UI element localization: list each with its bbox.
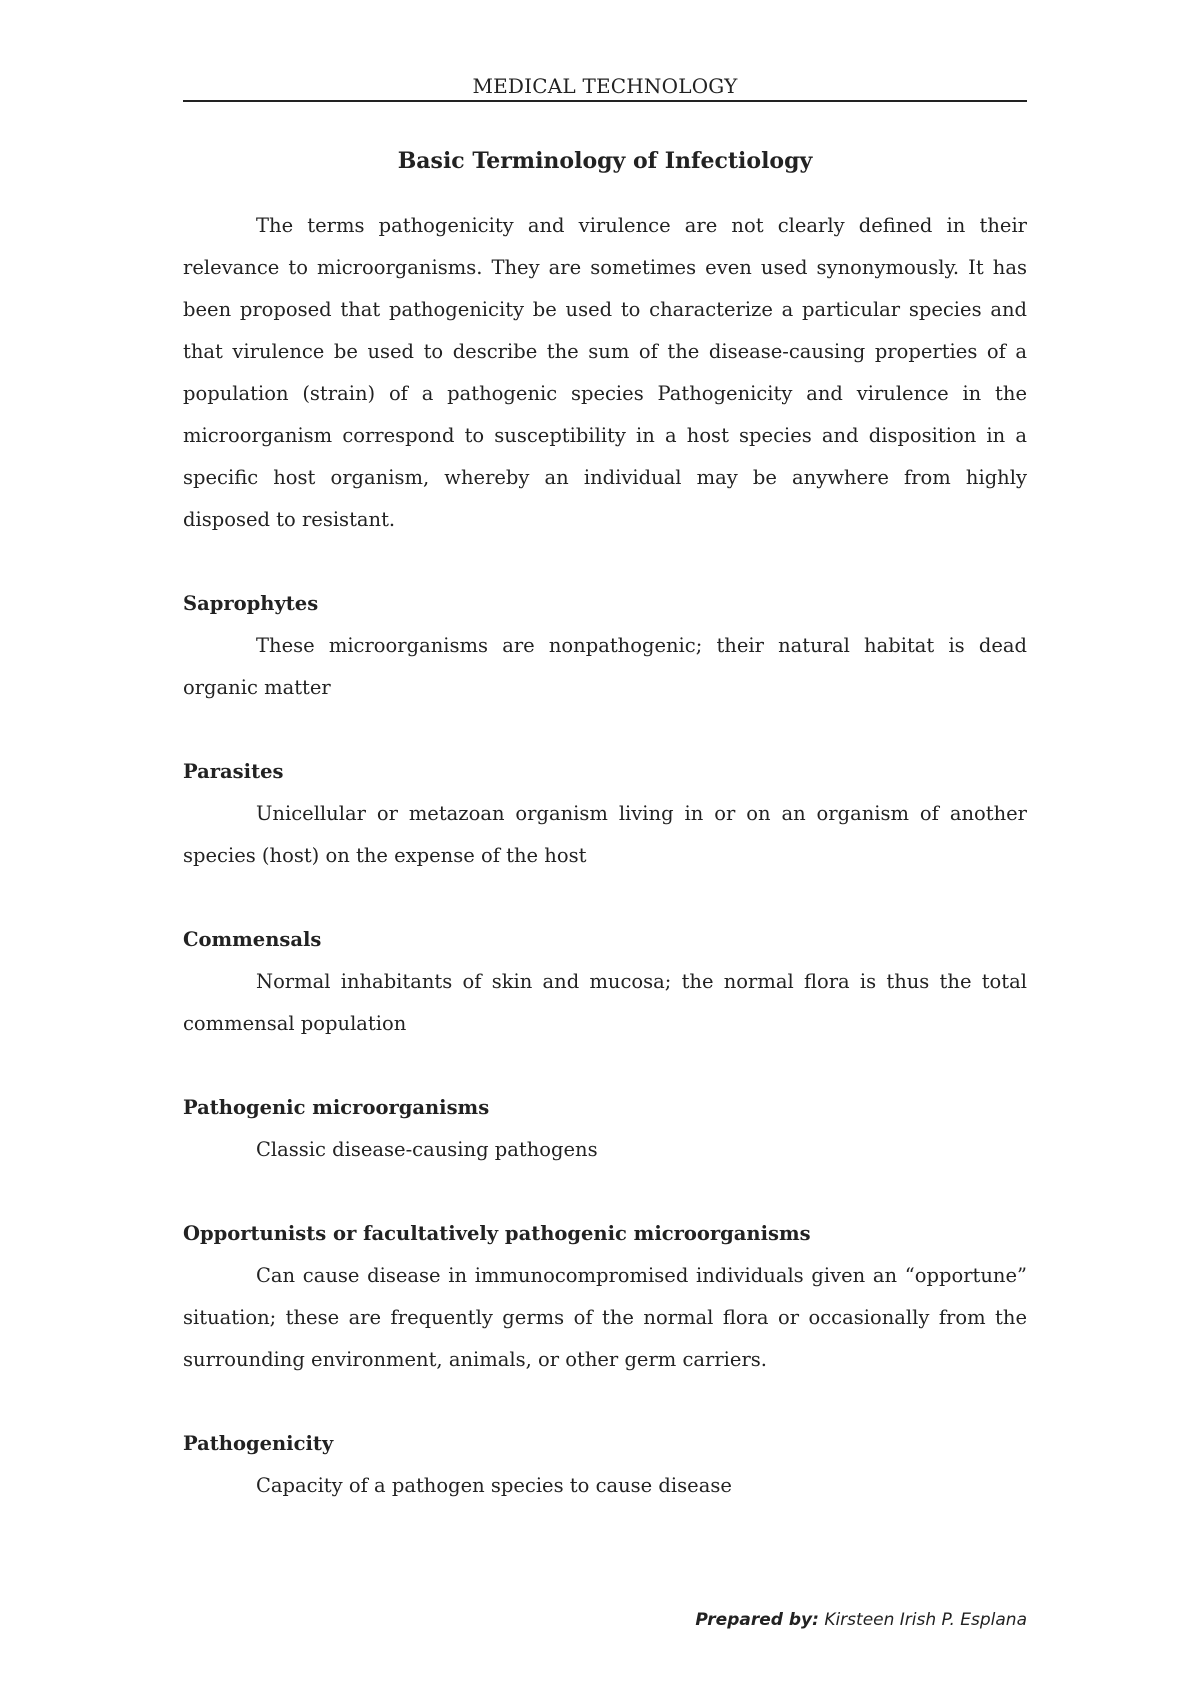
intro-paragraph: The terms pathogenicity and virulence are not clearly defined in their relevance to microorganisms. They are sometimes even used synonymously. It has been proposed that pathogenicity be used to characterize a particular species and that virulence be used to describe the sum of the disease-causing properties of a population (strain) of a pathogenic species Pathogenicity and virulence in the microorganism correspond to susceptibility in a host species and disposition in a specific host organism, whereby an individual may be anywhere from highly disposed to resistant. bbox=[183, 214, 1027, 531]
term-definition: Unicellular or metazoan organism living in or on an organism of another species (host) on the expense of the host bbox=[183, 802, 1027, 867]
term-definition: Normal inhabitants of skin and mucosa; the normal flora is thus the total commensal population bbox=[183, 970, 1027, 1035]
document-title: Basic Terminology of Infectiology bbox=[397, 148, 813, 174]
page-header: MEDICAL TECHNOLOGY bbox=[472, 74, 738, 98]
term-commensals bbox=[183, 919, 1027, 1045]
term-pathogenicity bbox=[183, 1423, 1027, 1507]
term-title: Opportunists or facultatively pathogenic microorganisms bbox=[183, 1222, 811, 1245]
term-definition: Can cause disease in immunocompromised individuals given an “opportune” situation; these are frequently germs of the normal flora or occasionally from the surrounding environment, animals, or other germ carriers. bbox=[183, 1264, 1027, 1371]
term-definition: Capacity of a pathogen species to cause disease bbox=[256, 1474, 732, 1497]
term-parasites bbox=[183, 751, 1027, 877]
footer-author: Kirsteen Irish P. Esplana bbox=[824, 1610, 1027, 1630]
term-title: Pathogenicity bbox=[183, 1432, 334, 1455]
page-footer bbox=[695, 1610, 1027, 1630]
term-opportunists bbox=[183, 1213, 1027, 1381]
term-title: Parasites bbox=[183, 760, 284, 783]
document-body bbox=[183, 205, 1027, 1507]
term-pathogenic-microorganisms bbox=[183, 1087, 1027, 1171]
term-title: Saprophytes bbox=[183, 592, 319, 615]
term-definition: These microorganisms are nonpathogenic; their natural habitat is dead organic matter bbox=[183, 634, 1027, 699]
header-rule bbox=[183, 100, 1027, 102]
term-title: Pathogenic microorganisms bbox=[183, 1096, 490, 1119]
term-definition: Classic disease-causing pathogens bbox=[256, 1138, 598, 1161]
term-title: Commensals bbox=[183, 928, 322, 951]
term-saprophytes bbox=[183, 583, 1027, 709]
footer-label: Prepared by: bbox=[695, 1610, 819, 1630]
